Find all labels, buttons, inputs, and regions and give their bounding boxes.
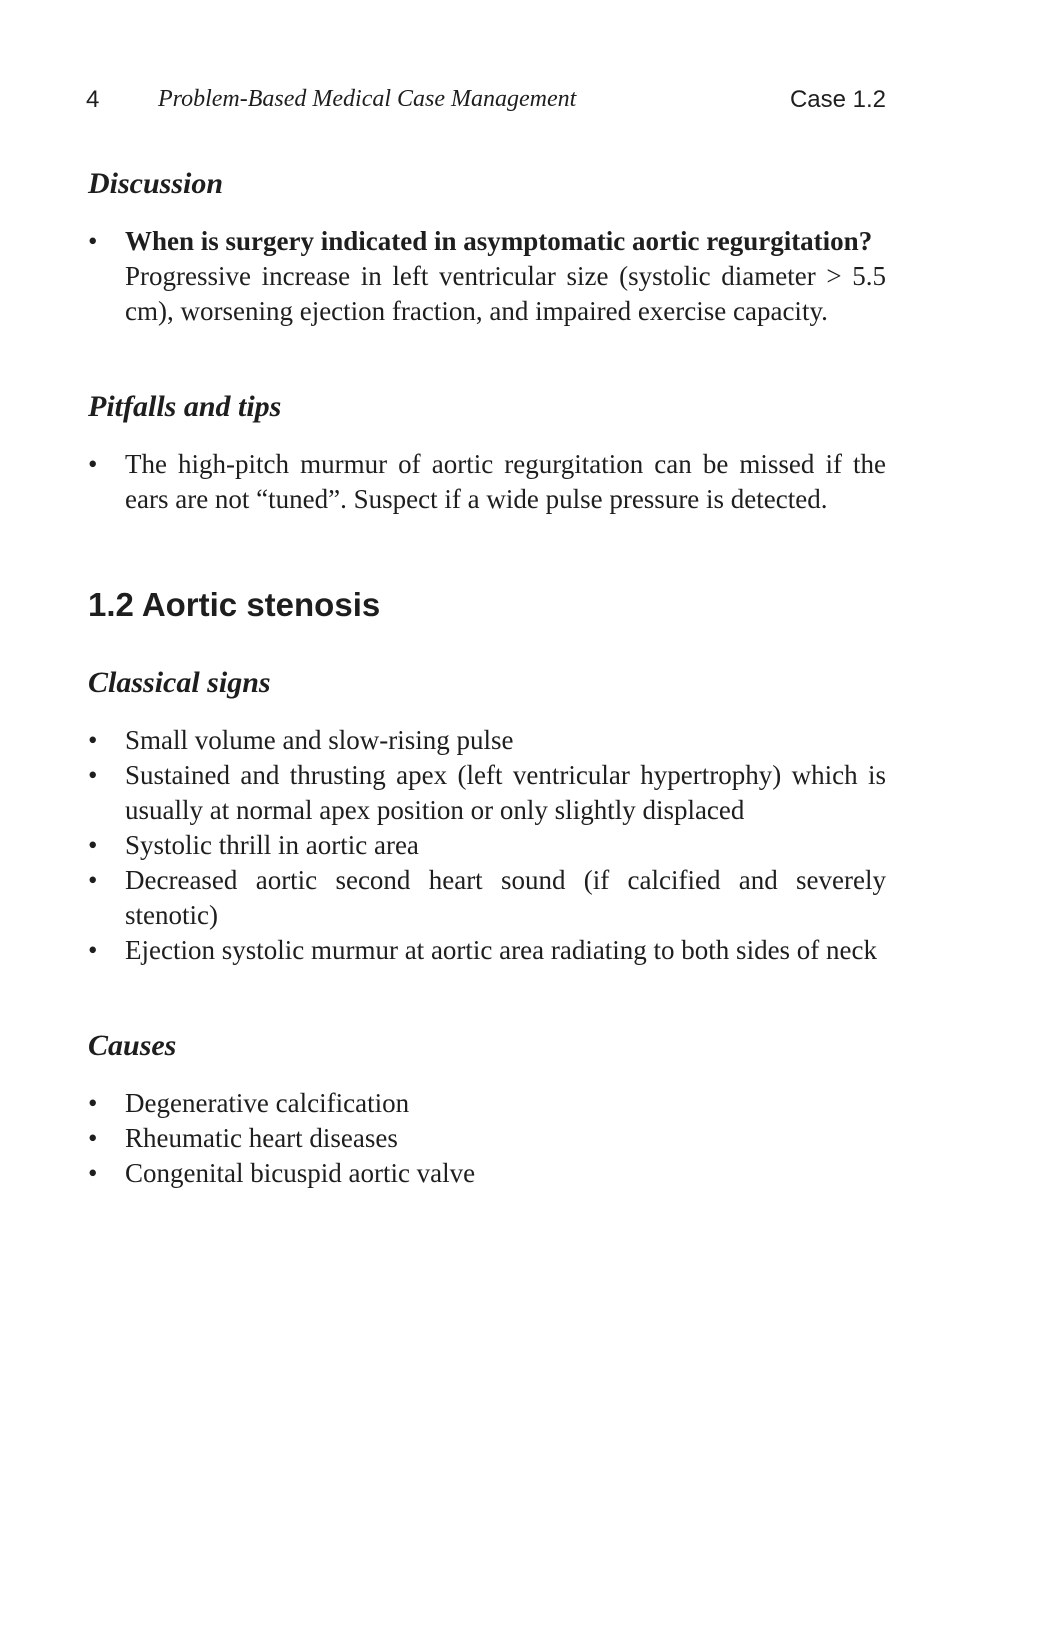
pitfalls-item-text: The high-pitch murmur of aortic regurgitation can be missed if the ears are not “tuned”. Suspect if a wide pulse pressure is detected. [125, 449, 886, 514]
bullet-icon: • [88, 725, 98, 755]
classical-sign-text: Systolic thrill in aortic area [125, 830, 419, 860]
discussion-item [88, 224, 886, 329]
pitfalls-heading: Pitfalls and tips [88, 390, 282, 423]
cause-text: Congenital bicuspid aortic valve [125, 1158, 476, 1188]
pitfalls-list [88, 447, 886, 517]
classical-sign-item [88, 723, 886, 758]
classical-sign-text: Decreased aortic second heart sound (if calcified and severely stenotic) [125, 865, 886, 930]
bullet-icon: • [88, 760, 98, 790]
discussion-question: When is surgery indicated in asymptomatic aortic regurgitation? [125, 226, 873, 256]
classical-sign-text: Ejection systolic murmur at aortic area radiating to both sides of neck [125, 935, 878, 965]
running-header [86, 86, 886, 120]
section-title: 1.2 Aortic stenosis [88, 586, 381, 623]
discussion-answer: Progressive increase in left ventricular size (systolic diameter > 5.5 cm), worsening ejection fraction, and impaired exercise capacity. [125, 261, 886, 326]
discussion-list [88, 224, 886, 329]
cause-item [88, 1121, 886, 1156]
bullet-icon: • [88, 1158, 98, 1188]
bullet-icon: • [88, 830, 98, 860]
book-title: Problem-Based Medical Case Management [158, 86, 577, 112]
classical-sign-text: Small volume and slow-rising pulse [125, 725, 514, 755]
classical-signs-list [88, 723, 886, 968]
cause-text: Degenerative calcification [125, 1088, 410, 1118]
classical-sign-item [88, 933, 886, 968]
page-content [88, 166, 886, 1191]
classical-signs-heading: Classical signs [88, 666, 271, 699]
causes-heading: Causes [88, 1029, 177, 1062]
bullet-icon: • [88, 226, 98, 256]
classical-sign-item [88, 863, 886, 933]
bullet-icon: • [88, 449, 98, 479]
bullet-icon: • [88, 935, 98, 965]
bullet-icon: • [88, 865, 98, 895]
causes-list [88, 1086, 886, 1191]
page-number: 4 [86, 86, 100, 113]
bullet-icon: • [88, 1123, 98, 1153]
cause-item [88, 1156, 886, 1191]
classical-sign-text: Sustained and thrusting apex (left ventricular hypertrophy) which is usually at normal apex position or only slightly displaced [125, 760, 886, 825]
bullet-icon: • [88, 1088, 98, 1118]
cause-item [88, 1086, 886, 1121]
cause-text: Rheumatic heart diseases [125, 1123, 398, 1153]
classical-sign-item [88, 828, 886, 863]
discussion-heading: Discussion [88, 167, 224, 200]
classical-sign-item [88, 758, 886, 828]
pitfalls-item [88, 447, 886, 517]
case-label: Case 1.2 [789, 86, 886, 113]
